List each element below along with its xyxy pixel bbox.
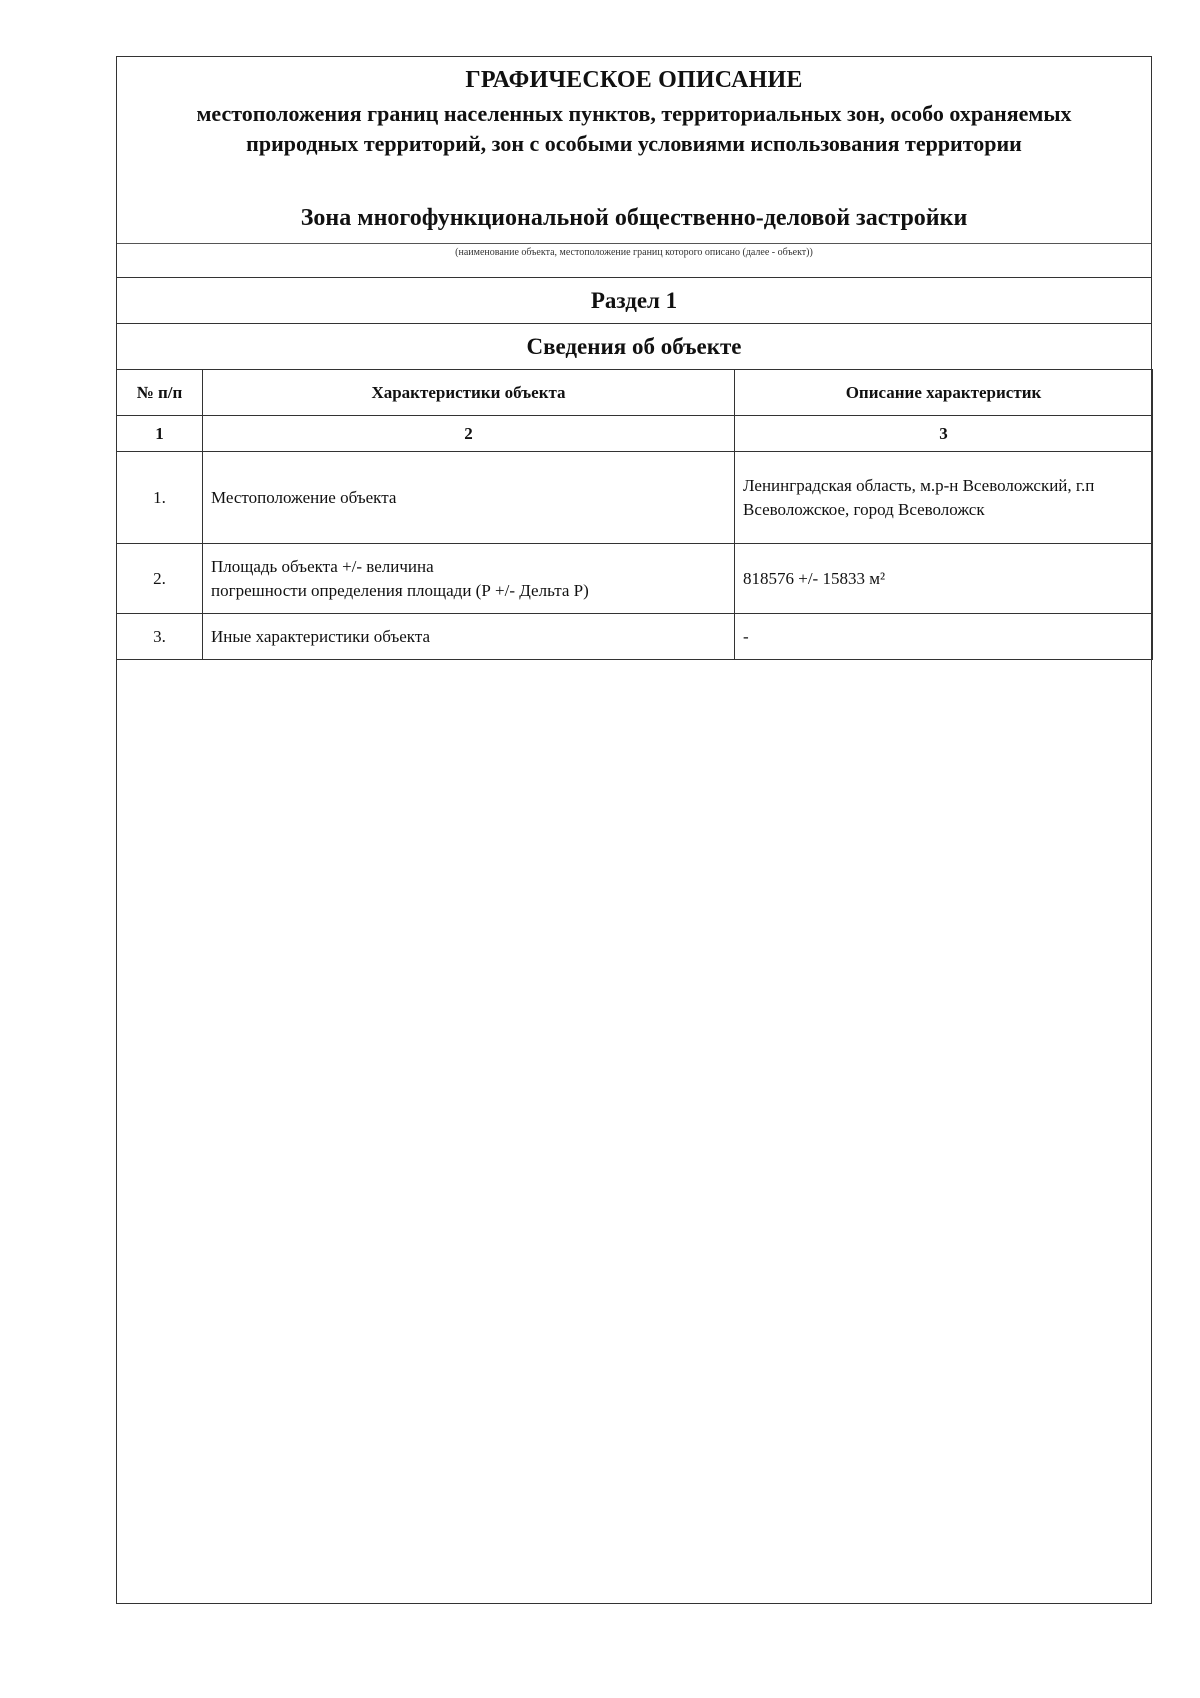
section-label: Раздел 1 bbox=[117, 277, 1151, 323]
section-title: Сведения об объекте bbox=[117, 323, 1151, 369]
document-subtitle: местоположения границ населенных пунктов, территориальных зон, особо охраняемых природных территорий, зон с особыми условиями использования территории bbox=[196, 101, 1072, 156]
row-number: 2. bbox=[117, 544, 203, 614]
row-number: 3. bbox=[117, 614, 203, 660]
row-description: - bbox=[735, 614, 1153, 660]
row-characteristic bbox=[203, 544, 735, 614]
table-row bbox=[117, 452, 1153, 544]
object-name-underline bbox=[117, 243, 1151, 244]
row-characteristic: Иные характеристики объекта bbox=[203, 614, 735, 660]
document-sheet bbox=[116, 56, 1152, 1604]
column-number-row bbox=[117, 416, 1153, 452]
row-characteristic-line1: Площадь объекта +/- величина bbox=[211, 556, 434, 576]
column-number-1: 1 bbox=[117, 416, 203, 452]
object-name-caption: (наименование объекта, местоположение границ которого описано (далее - объект)) bbox=[455, 247, 813, 258]
header-description: Описание характеристик bbox=[735, 370, 1153, 416]
table-row bbox=[117, 544, 1153, 614]
column-number-3: 3 bbox=[735, 416, 1153, 452]
header-number: № п/п bbox=[117, 370, 203, 416]
row-characteristic-line2: погрешности определения площади (Р +/- Дельта Р) bbox=[211, 580, 589, 600]
row-characteristic: Местоположение объекта bbox=[203, 452, 735, 544]
object-info-table bbox=[116, 369, 1153, 660]
row-number: 1. bbox=[117, 452, 203, 544]
table-header-row bbox=[117, 370, 1153, 416]
table-row bbox=[117, 614, 1153, 660]
column-number-2: 2 bbox=[203, 416, 735, 452]
row-description: 818576 +/- 15833 м² bbox=[735, 544, 1153, 614]
document-title: ГРАФИЧЕСКОЕ ОПИСАНИЕ bbox=[465, 67, 803, 93]
object-name: Зона многофункциональной общественно-деловой застройки bbox=[300, 205, 968, 231]
row-description: Ленинградская область, м.р-н Всеволожский, г.п Всеволожское, город Всеволожск bbox=[735, 452, 1153, 544]
document-header bbox=[117, 57, 1151, 279]
header-characteristic: Характеристики объекта bbox=[203, 370, 735, 416]
